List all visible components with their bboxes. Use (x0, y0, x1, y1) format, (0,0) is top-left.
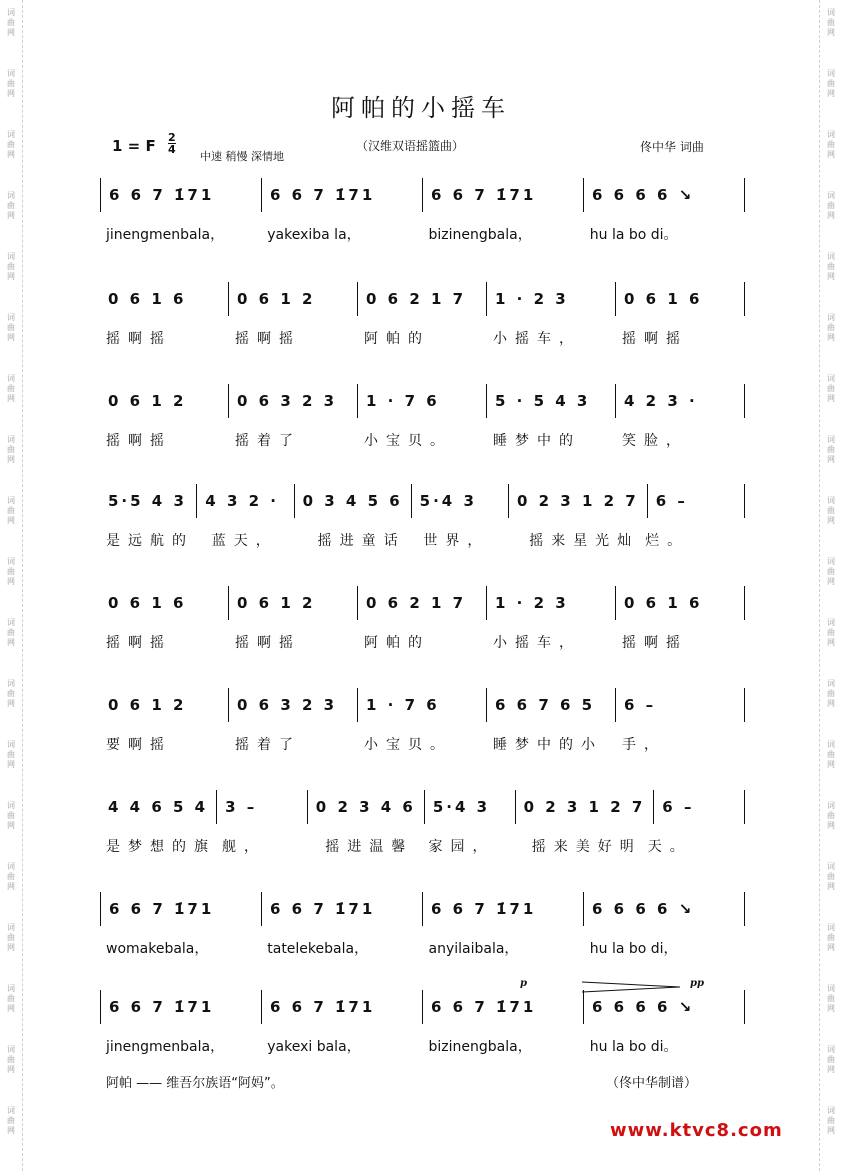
margin-watermark-text: 词 曲 网 (827, 679, 835, 708)
lyric: anyilaibala， (428, 941, 519, 957)
margin-watermark-text: 词 曲 网 (7, 8, 15, 37)
lyric: 睡梦中的 (493, 433, 581, 449)
measure: 5·4 3 (432, 798, 491, 816)
measure: 6 6 7 1̇71 (431, 186, 537, 204)
lyric: 摇啊摇 (235, 635, 301, 651)
lyric: 摇进童话 (317, 533, 406, 549)
margin-watermark-text: 词 曲 网 (7, 801, 15, 830)
lyric: 手， (622, 737, 666, 753)
measure: 6 6 6 6 ↘ (592, 186, 695, 204)
measure: 0 6 1 2 (237, 290, 316, 308)
margin-watermark-text: 词 曲 网 (827, 801, 835, 830)
lyric: tatelekebala， (267, 941, 369, 957)
lyric: bizinengbala， (428, 227, 532, 243)
measure: 6 – (624, 696, 657, 714)
margin-watermark-text: 词 曲 网 (827, 984, 835, 1013)
lyric: bizinengbala， (428, 1039, 532, 1055)
lyric: 要啊摇 (106, 737, 172, 753)
lyric: 摇进温馨 (325, 839, 414, 855)
margin-watermark-text: 词 曲 网 (7, 130, 15, 159)
bar-line (744, 990, 745, 1024)
margin-watermark-text: 词 曲 网 (827, 252, 835, 281)
notes-row (100, 990, 745, 1024)
measure: 0 6 1 2 (237, 594, 316, 612)
lyric: 阿帕的 (364, 635, 430, 651)
lyric: 小宝贝。 (364, 433, 452, 449)
margin-watermark-text: 词 曲 网 (827, 1106, 835, 1135)
margin-watermark-text: 词 曲 网 (827, 496, 835, 525)
lyric: 摇来星光灿 (529, 533, 640, 549)
notes-row (100, 892, 745, 926)
lyrics-row (100, 734, 745, 754)
measure: 6 6 7 1̇71 (270, 998, 376, 1016)
bar-line (744, 484, 745, 518)
lyric: 世界， (423, 533, 490, 549)
lyrics-row (100, 938, 745, 958)
lyric: jinengmenbala， (106, 1039, 225, 1055)
measure: 4 4 6 5 4 (108, 798, 209, 816)
notes-row (100, 282, 745, 316)
lyric: 睡梦中的小 (493, 737, 603, 753)
right-margin-watermark (819, 0, 842, 1171)
measure: 3 – (225, 798, 258, 816)
measure: 0 2 3 1 2 7 (523, 798, 646, 816)
margin-watermark-text: 词 曲 网 (7, 69, 15, 98)
margin-watermark-text: 词 曲 网 (827, 435, 835, 464)
measure: 1 · 2 3 (495, 594, 569, 612)
measure: 0 6 2 1 7 (366, 594, 467, 612)
measure: 6 – (662, 798, 695, 816)
decrescendo-hairpin (582, 980, 682, 994)
margin-watermark-text: 词 曲 网 (7, 313, 15, 342)
notes-row (100, 484, 745, 518)
measure: 6 6 7 1̇71 (109, 900, 215, 918)
measure: 6 6 7 1̇71 (431, 900, 537, 918)
measure: 1 · 2 3 (495, 290, 569, 308)
margin-watermark-text: 词 曲 网 (7, 984, 15, 1013)
measure: 1 · 7 6 (366, 696, 440, 714)
bar-line (744, 688, 745, 722)
lyric: 烂。 (645, 533, 690, 549)
measure: 0 6 1 6 (624, 594, 703, 612)
margin-watermark-text: 词 曲 网 (7, 618, 15, 647)
measure: 6 6 7 6 5 (495, 696, 596, 714)
margin-watermark-text: 词 曲 网 (827, 69, 835, 98)
margin-watermark-text: 词 曲 网 (827, 618, 835, 647)
margin-watermark-text: 词 曲 网 (827, 923, 835, 952)
margin-watermark-text: 词 曲 网 (7, 374, 15, 403)
lyrics-row (100, 430, 745, 450)
measure: 0 6 1 6 (108, 594, 187, 612)
margin-watermark-text: 词 曲 网 (7, 252, 15, 281)
time-signature: 2 4 (168, 131, 176, 156)
lyric: 阿帕的 (364, 331, 430, 347)
key-signature: 1 = F (112, 137, 156, 155)
measure: 5·5 4 3 (108, 492, 187, 510)
lyrics-row (100, 224, 745, 244)
transcriber-credit: （佟中华制谱） (606, 1076, 698, 1091)
dynamic-pianissimo: pp (690, 978, 704, 989)
margin-watermark-text: 词 曲 网 (7, 557, 15, 586)
measure: 5·4 3 (419, 492, 477, 510)
measure: 5 · 5 4 3 (495, 392, 591, 410)
margin-watermark-text: 词 曲 网 (827, 557, 835, 586)
margin-watermark-text: 词 曲 网 (7, 1045, 15, 1074)
lyric: 笑脸， (622, 433, 688, 449)
measure: 6 6 6 6 ↘ (592, 998, 695, 1016)
site-watermark: www.ktvc8.com (610, 1120, 783, 1141)
tempo-marking: 中速 稍慢 深情地 (200, 150, 284, 163)
margin-watermark-text: 词 曲 网 (827, 1045, 835, 1074)
lyric: 小宝贝。 (364, 737, 452, 753)
bar-line (744, 384, 745, 418)
measure: 6 6 7 1̇71 (270, 900, 376, 918)
measure: 6 6 7 1̇71 (109, 186, 215, 204)
measure: 0 2 3 4 6 (315, 798, 416, 816)
notes-row (100, 688, 745, 722)
margin-watermark-text: 词 曲 网 (827, 862, 835, 891)
lyric: 是远航的 (106, 533, 194, 549)
bar-line (744, 282, 745, 316)
bar-line (744, 586, 745, 620)
measure: 6 6 7 1̇71 (431, 998, 537, 1016)
measure: 0 6 1 2 (108, 696, 187, 714)
lyric: yakexiba la， (267, 227, 361, 243)
measure: 6 – (655, 492, 688, 510)
lyric: 摇啊摇 (622, 635, 688, 651)
margin-watermark-text: 词 曲 网 (827, 8, 835, 37)
lyric: 摇啊摇 (622, 331, 688, 347)
measure: 6 6 7 1̇71 (109, 998, 215, 1016)
lyric: 是梦想的旗 (106, 839, 216, 855)
notes-row (100, 178, 745, 212)
measure: 0 6 2 1 7 (366, 290, 467, 308)
lyrics-row (100, 328, 745, 348)
song-title: 阿帕的小摇车 (331, 94, 511, 122)
measure: 0 6 1 6 (624, 290, 703, 308)
measure: 6 6 7 1̇71 (270, 186, 376, 204)
margin-watermark-text: 词 曲 网 (7, 191, 15, 220)
measure: 0 6 3 2 3 (237, 696, 338, 714)
margin-watermark-text: 词 曲 网 (7, 1106, 15, 1135)
margin-watermark-text: 词 曲 网 (7, 923, 15, 952)
lyric: 摇啊摇 (106, 433, 172, 449)
lyric: 摇来美好明 (531, 839, 642, 855)
composer-credit: 佟中华 词曲 (640, 140, 704, 154)
lyric: 摇啊摇 (106, 635, 172, 651)
lyrics-row (100, 1036, 745, 1056)
margin-watermark-text: 词 曲 网 (7, 862, 15, 891)
lyric: 天。 (647, 839, 692, 855)
measure: 0 6 1 2 (108, 392, 187, 410)
lyric: 舰， (222, 839, 266, 855)
measure: 6 6 6 6 ↘ (592, 900, 695, 918)
margin-watermark-text: 词 曲 网 (7, 496, 15, 525)
measure: 0 2 3 1 2 7 (516, 492, 639, 510)
notes-row (100, 790, 745, 824)
lyric: hu la bo di。 (589, 227, 678, 243)
measure: 0 6 3 2 3 (237, 392, 338, 410)
lyrics-row (100, 632, 745, 652)
bar-line (744, 790, 745, 824)
measure: 0 6 1 6 (108, 290, 187, 308)
lyric: 摇着了 (235, 737, 301, 753)
lyrics-row (100, 530, 745, 550)
margin-watermark-text: 词 曲 网 (827, 740, 835, 769)
margin-watermark-text: 词 曲 网 (827, 374, 835, 403)
notes-row (100, 384, 745, 418)
margin-watermark-text: 词 曲 网 (7, 679, 15, 708)
measure: 0 3 4 5 6 (302, 492, 403, 510)
lyric: 摇啊摇 (235, 331, 301, 347)
lyric: 摇着了 (235, 433, 301, 449)
song-subtitle: （汉维双语摇篮曲） (356, 139, 465, 153)
lyric: jinengmenbala， (106, 227, 225, 243)
notes-row (100, 586, 745, 620)
lyric: 家园， (428, 839, 495, 855)
lyric: hu la bo di， (589, 941, 678, 957)
margin-watermark-text: 词 曲 网 (7, 435, 15, 464)
margin-watermark-text: 词 曲 网 (827, 191, 835, 220)
bar-line (744, 178, 745, 212)
measure: 1 · 7 6 (366, 392, 440, 410)
lyric: 蓝天， (211, 533, 278, 549)
lyric: 小摇车， (493, 635, 581, 651)
margin-watermark-text: 词 曲 网 (7, 740, 15, 769)
lyric: 摇啊摇 (106, 331, 172, 347)
lyrics-row (100, 836, 745, 856)
left-margin-watermark (0, 0, 23, 1171)
margin-watermark-text: 词 曲 网 (827, 130, 835, 159)
margin-watermark-text: 词 曲 网 (827, 313, 835, 342)
lyric: 小摇车， (493, 331, 581, 347)
measure: 4 2 3 · (624, 392, 698, 410)
dynamic-piano: p (520, 978, 527, 989)
measure: 4 3 2 · (205, 492, 279, 510)
footnote: 阿帕 —— 维吾尔族语“阿妈”。 (106, 1076, 284, 1091)
bar-line (744, 892, 745, 926)
lyric: womakebala， (106, 941, 209, 957)
lyric: yakexi bala， (267, 1039, 361, 1055)
lyric: hu la bo di。 (589, 1039, 678, 1055)
